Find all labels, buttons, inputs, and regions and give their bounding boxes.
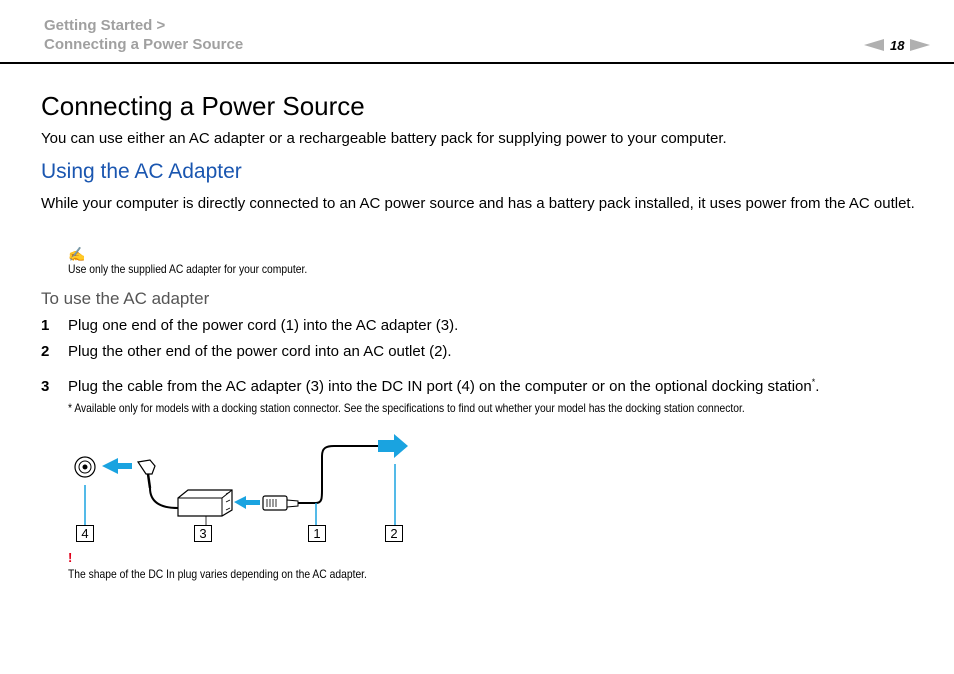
- power-cord: [298, 446, 378, 503]
- step-number: 3: [41, 378, 50, 395]
- arrow-to-outlet-icon: [378, 434, 408, 458]
- dc-cable: [150, 488, 178, 508]
- warning-icon: !: [68, 550, 73, 565]
- callout-3: 3: [194, 525, 212, 542]
- step-tail: .: [815, 378, 820, 395]
- section-heading: Using the AC Adapter: [41, 160, 242, 183]
- next-page-arrow-icon[interactable]: [910, 39, 930, 51]
- arrow-to-adapter-icon: [234, 496, 260, 509]
- intro-text: You can use either an AC adapter or a rechargeable battery pack for supplying power to your computer.: [41, 130, 727, 147]
- callout-2: 2: [385, 525, 403, 542]
- callout-4: 4: [76, 525, 94, 542]
- ac-adapter-icon: [178, 490, 232, 516]
- page-title: Connecting a Power Source: [41, 91, 365, 121]
- step-3: [41, 373, 819, 396]
- step-number: 1: [41, 317, 50, 334]
- step-number: 2: [41, 343, 50, 360]
- dc-in-port-icon: [75, 457, 95, 477]
- procedure-heading: To use the AC adapter: [41, 289, 210, 308]
- step-1: [41, 317, 458, 335]
- step-2: [41, 343, 452, 361]
- step-text: Plug one end of the power cord (1) into the AC adapter (3).: [68, 317, 459, 334]
- ac-adapter-diagram: [60, 430, 420, 550]
- step-text: Plug the other end of the power cord into an AC outlet (2).: [68, 343, 452, 360]
- step-text: Plug the cable from the AC adapter (3) into the DC IN port (4) on the computer or on the optional docking station: [68, 378, 812, 395]
- note-text: Use only the supplied AC adapter for your computer.: [68, 262, 308, 276]
- warning-text: The shape of the DC In plug varies depending on the AC adapter.: [68, 567, 367, 581]
- header-divider: [0, 62, 954, 64]
- note-pencil-icon: ✍: [68, 246, 86, 262]
- section-text: While your computer is directly connected to an AC power source and has a battery pack installed, it uses power from the AC outlet.: [41, 195, 915, 212]
- breadcrumb: [44, 16, 243, 54]
- page-number: 18: [890, 37, 905, 53]
- page-navigator: [864, 37, 930, 53]
- callout-1: 1: [308, 525, 326, 542]
- footnote-text: * Available only for models with a docking station connector. See the specifications to find out whether your model has the docking station connector.: [68, 401, 745, 415]
- breadcrumb-current: Connecting a Power Source: [44, 36, 244, 53]
- arrow-to-port-icon: [102, 458, 132, 474]
- prev-page-arrow-icon[interactable]: [864, 39, 884, 51]
- power-cord-plug-icon: [263, 496, 298, 510]
- footnote-marker: *: [811, 377, 816, 387]
- breadcrumb-parent[interactable]: Getting Started >: [44, 17, 166, 34]
- dc-plug-icon: [138, 460, 155, 488]
